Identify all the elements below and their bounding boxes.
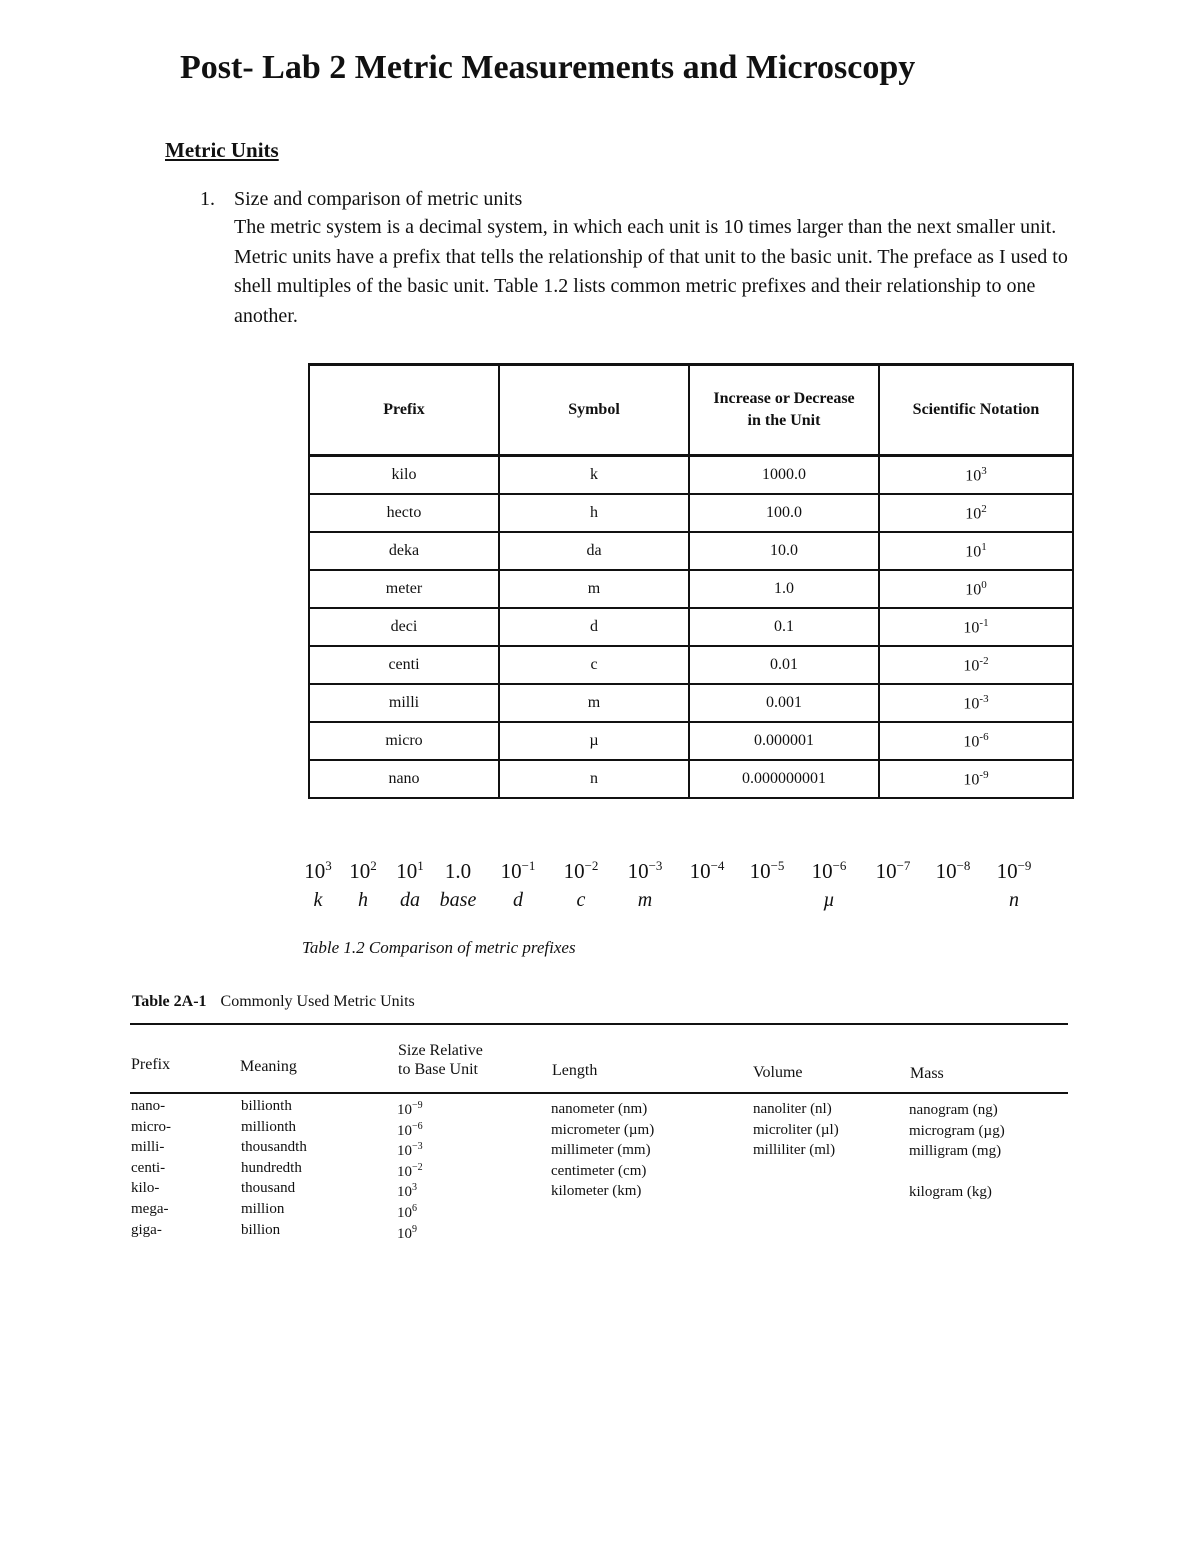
units-meaning: thousand xyxy=(241,1180,296,1197)
cell-notation xyxy=(879,570,1073,608)
scale-exponent: −1 xyxy=(521,858,536,873)
notation-base: 10 xyxy=(965,581,982,599)
table-row xyxy=(309,684,1073,722)
units-size xyxy=(397,1178,423,1199)
scale-item xyxy=(982,852,1046,915)
header-increase-decrease xyxy=(689,365,879,456)
scale-exponent: −8 xyxy=(956,858,971,873)
cell-notation xyxy=(879,456,1073,495)
notation-exponent: 2 xyxy=(981,502,987,515)
units-header-volume: Volume xyxy=(753,1064,803,1081)
notation-exponent: 3 xyxy=(981,464,987,477)
scale-base: 10 xyxy=(304,859,326,883)
units-mass: microgram (µg) xyxy=(909,1122,1005,1139)
scale-power xyxy=(613,852,677,885)
table-row xyxy=(309,608,1073,646)
cell-value: 1.0 xyxy=(689,570,879,608)
cell-value: 0.000000001 xyxy=(689,760,879,798)
scale-base: 10 xyxy=(689,859,711,883)
notation-base: 10 xyxy=(965,467,982,485)
scale-exponent: 1 xyxy=(417,858,424,873)
scale-power xyxy=(735,852,799,885)
scale-exponent: −2 xyxy=(584,858,599,873)
units-meaning: millionth xyxy=(241,1118,297,1135)
cell-notation xyxy=(879,760,1073,798)
units-length: micrometer (µm) xyxy=(551,1121,655,1138)
units-meaning: billion xyxy=(241,1221,281,1238)
cell-prefix: hecto xyxy=(309,494,499,532)
scale-power xyxy=(675,852,739,885)
units-prefix: giga- xyxy=(131,1221,162,1238)
scale-exponent: −4 xyxy=(710,858,725,873)
cell-prefix: micro xyxy=(309,722,499,760)
scale-item xyxy=(735,852,799,885)
notation-exponent: -2 xyxy=(979,654,989,667)
units-volume: milliliter (ml) xyxy=(753,1142,836,1159)
cell-notation xyxy=(879,722,1073,760)
units-size-base: 10 xyxy=(397,1143,412,1160)
notation-exponent: -1 xyxy=(979,616,989,629)
cell-symbol: m xyxy=(499,570,689,608)
list-item-title: Size and comparison of metric units xyxy=(234,188,523,210)
units-table-header-rule xyxy=(130,1092,1068,1094)
scale-base: 10 xyxy=(563,859,585,883)
scale-symbol: k xyxy=(313,889,323,911)
scale-symbol: µ xyxy=(823,889,835,911)
cell-value: 0.1 xyxy=(689,608,879,646)
units-col-volume xyxy=(753,1099,839,1161)
units-size-exponent: 3 xyxy=(412,1182,417,1194)
units-size-exponent: −3 xyxy=(412,1141,423,1153)
cell-notation xyxy=(879,494,1073,532)
units-col-length xyxy=(551,1099,654,1202)
scale-symbol: base xyxy=(439,889,477,911)
scale-exponent: 2 xyxy=(370,858,377,873)
units-meaning: thousandth xyxy=(241,1139,307,1156)
cell-value: 1000.0 xyxy=(689,456,879,495)
notation-base: 10 xyxy=(963,619,980,637)
units-size xyxy=(397,1199,423,1220)
cell-symbol: c xyxy=(499,646,689,684)
units-header-meaning: Meaning xyxy=(240,1058,297,1075)
page-title: Post- Lab 2 Metric Measurements and Microscopy xyxy=(180,49,916,86)
cell-symbol: h xyxy=(499,494,689,532)
scale-exponent: −7 xyxy=(896,858,911,873)
table-row xyxy=(309,570,1073,608)
section-heading: Metric Units xyxy=(165,138,279,162)
cell-symbol: k xyxy=(499,456,689,495)
units-size-exponent: −9 xyxy=(412,1100,423,1111)
cell-notation xyxy=(879,646,1073,684)
scale-power xyxy=(797,852,861,885)
cell-prefix: nano xyxy=(309,760,499,798)
scale-power xyxy=(921,852,985,885)
units-mass: nanogram (ng) xyxy=(909,1102,998,1118)
header-scientific-notation: Scientific Notation xyxy=(879,365,1073,456)
scale-base: 1.0 xyxy=(444,859,472,883)
scale-symbol: n xyxy=(1009,889,1019,911)
scale-base: 10 xyxy=(811,859,833,883)
scale-exponent: −3 xyxy=(648,858,663,873)
scale-item xyxy=(921,852,985,885)
units-volume: microliter (µl) xyxy=(753,1121,839,1138)
units-volume: nanoliter (nl) xyxy=(753,1101,832,1117)
prefix-table-body xyxy=(309,456,1073,799)
cell-notation xyxy=(879,532,1073,570)
scale-symbol: da xyxy=(400,889,420,911)
scale-symbol: c xyxy=(576,889,586,911)
units-table-number: Table 2A-1 xyxy=(132,993,207,1010)
units-header-size-line2: to Base Unit xyxy=(398,1061,478,1078)
units-table-title: Commonly Used Metric Units xyxy=(220,993,415,1010)
units-size-exponent: −2 xyxy=(412,1161,423,1173)
cell-prefix: kilo xyxy=(309,456,499,495)
units-col-prefix xyxy=(131,1096,171,1240)
table-row xyxy=(309,646,1073,684)
units-size-base: 10 xyxy=(397,1204,412,1221)
cell-symbol: µ xyxy=(499,722,689,760)
units-header-size xyxy=(398,1041,483,1079)
units-table-label xyxy=(132,993,415,1011)
table-header-row xyxy=(309,365,1073,456)
scale-base: 10 xyxy=(349,859,371,883)
header-increase-decrease-text: Increase or Decrease in the Unit xyxy=(713,390,855,429)
units-length: nanometer (nm) xyxy=(551,1101,648,1117)
notation-exponent: -9 xyxy=(979,768,989,781)
cell-symbol: n xyxy=(499,760,689,798)
notation-exponent: 1 xyxy=(981,540,987,553)
scale-power xyxy=(549,852,613,885)
scale-item xyxy=(486,852,550,915)
units-size xyxy=(397,1220,423,1241)
units-length: millimeter (mm) xyxy=(551,1142,651,1159)
notation-base: 10 xyxy=(965,543,982,561)
notation-base: 10 xyxy=(963,771,980,789)
scale-item xyxy=(613,852,677,915)
cell-value: 0.001 xyxy=(689,684,879,722)
units-mass xyxy=(909,1162,1005,1183)
table-row xyxy=(309,760,1073,798)
scale-exponent: −6 xyxy=(832,858,847,873)
units-meaning: hundredth xyxy=(241,1159,302,1176)
units-size-base: 10 xyxy=(397,1184,412,1201)
units-mass: kilogram (kg) xyxy=(909,1184,992,1201)
units-size-exponent: 6 xyxy=(412,1202,417,1214)
units-size xyxy=(397,1096,423,1117)
units-length: centimeter (cm) xyxy=(551,1162,647,1179)
cell-prefix: centi xyxy=(309,646,499,684)
units-size-base: 10 xyxy=(397,1225,412,1242)
scale-base: 10 xyxy=(996,859,1018,883)
table-row xyxy=(309,532,1073,570)
units-meaning: million xyxy=(241,1200,285,1217)
units-col-size xyxy=(397,1096,423,1240)
scale-item xyxy=(549,852,613,915)
units-meaning: billionth xyxy=(241,1098,292,1114)
scale-base: 10 xyxy=(749,859,771,883)
units-header-mass: Mass xyxy=(910,1065,944,1082)
units-size xyxy=(397,1158,423,1179)
cell-prefix: deka xyxy=(309,532,499,570)
scale-symbol: m xyxy=(637,889,653,911)
notation-exponent: -6 xyxy=(979,730,989,743)
scale-base: 10 xyxy=(875,859,897,883)
cell-value: 0.000001 xyxy=(689,722,879,760)
units-prefix: micro- xyxy=(131,1118,171,1135)
prefix-scale xyxy=(300,852,1060,912)
units-prefix: nano- xyxy=(131,1098,166,1114)
cell-notation xyxy=(879,684,1073,722)
scale-base: 10 xyxy=(396,859,418,883)
cell-value: 0.01 xyxy=(689,646,879,684)
notation-base: 10 xyxy=(965,505,982,523)
scale-exponent: −5 xyxy=(770,858,785,873)
notation-base: 10 xyxy=(963,695,980,713)
cell-symbol: d xyxy=(499,608,689,646)
scale-base: 10 xyxy=(500,859,522,883)
table-row xyxy=(309,722,1073,760)
scale-power xyxy=(861,852,925,885)
units-size-exponent: −6 xyxy=(412,1120,423,1132)
scale-exponent: 3 xyxy=(325,858,332,873)
scale-power xyxy=(486,852,550,885)
units-size xyxy=(397,1117,423,1138)
cell-notation xyxy=(879,608,1073,646)
scale-base: 10 xyxy=(627,859,649,883)
units-size-exponent: 9 xyxy=(412,1223,417,1235)
scale-base: 10 xyxy=(935,859,957,883)
header-prefix: Prefix xyxy=(309,365,499,456)
cell-value: 100.0 xyxy=(689,494,879,532)
units-size xyxy=(397,1137,423,1158)
units-prefix: centi- xyxy=(131,1159,166,1176)
scale-item xyxy=(426,852,490,915)
units-mass: milligram (mg) xyxy=(909,1143,1002,1160)
notation-exponent: 0 xyxy=(981,578,987,591)
units-header-length: Length xyxy=(552,1062,598,1079)
scale-exponent: −9 xyxy=(1017,858,1032,873)
units-prefix: kilo- xyxy=(131,1180,160,1197)
units-col-meaning xyxy=(241,1096,307,1240)
units-length: kilometer (km) xyxy=(551,1183,642,1200)
scale-item xyxy=(675,852,739,885)
scale-item xyxy=(797,852,861,915)
scale-power xyxy=(982,852,1046,885)
units-header-prefix: Prefix xyxy=(131,1056,171,1073)
header-symbol: Symbol xyxy=(499,365,689,456)
table-row xyxy=(309,456,1073,495)
scale-symbol: h xyxy=(358,889,368,911)
cell-symbol: m xyxy=(499,684,689,722)
table-caption: Table 1.2 Comparison of metric prefixes xyxy=(302,938,576,957)
scale-item xyxy=(861,852,925,885)
units-col-mass xyxy=(909,1100,1005,1203)
units-table-top-rule xyxy=(130,1023,1068,1025)
units-header-size-line1: Size Relative xyxy=(398,1042,483,1059)
units-size-base: 10 xyxy=(397,1122,412,1139)
notation-base: 10 xyxy=(963,733,980,751)
table-row xyxy=(309,494,1073,532)
cell-prefix: meter xyxy=(309,570,499,608)
cell-prefix: deci xyxy=(309,608,499,646)
scale-symbol: d xyxy=(513,889,523,911)
cell-symbol: da xyxy=(499,532,689,570)
list-item-number: 1. xyxy=(200,188,215,210)
scale-power xyxy=(426,852,490,885)
notation-exponent: -3 xyxy=(979,692,989,705)
metric-prefix-table xyxy=(308,363,1074,799)
cell-prefix: milli xyxy=(309,684,499,722)
units-size-base: 10 xyxy=(397,1102,412,1118)
notation-base: 10 xyxy=(963,657,980,675)
units-prefix: milli- xyxy=(131,1139,165,1156)
units-size-base: 10 xyxy=(397,1163,412,1180)
list-item-paragraph: The metric system is a decimal system, in which each unit is 10 times larger than the next smaller unit. Metric units have a prefix that tells the relationship of that unit to the basic unit. The preface as I used to shell multiples of the basic unit. Table 1.2 lists common metric prefixes and their relationship to one another. xyxy=(234,216,1068,327)
units-prefix: mega- xyxy=(131,1200,169,1217)
cell-value: 10.0 xyxy=(689,532,879,570)
